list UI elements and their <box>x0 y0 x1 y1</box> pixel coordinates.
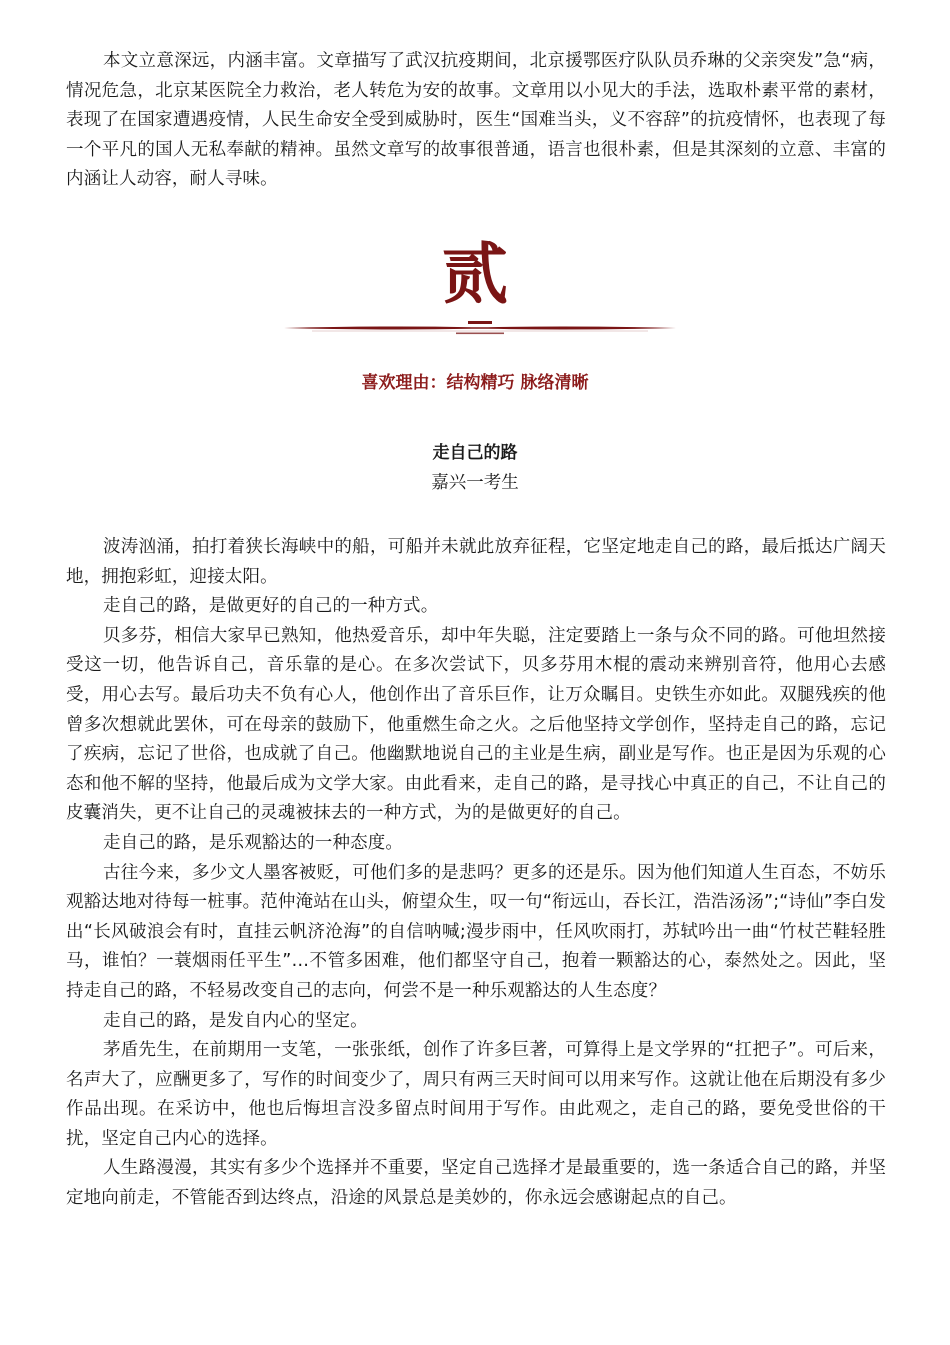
essay-body <box>66 533 886 1214</box>
section-numeral: 贰 <box>442 235 508 313</box>
essay-paragraph: 贝多芬，相信大家早已熟知，他热爱音乐，却中年失聪，注定要踏上一条与众不同的路。可他坦然接受这一切，他告诉自己，音乐靠的是心。在多次尝试下，贝多芬用木棍的震动来辨别音符，他用心去感受，用心去写。最后功夫不负有心人，他创作出了音乐巨作，让万众瞩目。史铁生亦如此。双腿残疾的他曾多次想就此罢休，可在母亲的鼓励下，他重燃生命之火。之后他坚持文学创作，坚持走自己的路，忘记了疾病，忘记了世俗，也成就了自己。他幽默地说自己的主业是生病，副业是写作。也正是因为乐观的心态和他不解的坚持，他最后成为文学大家。由此看来，走自己的路，是寻找心中真正的自己，不让自己的皮囊消失，更不让自己的灵魂被抹去的一种方式，为的是做更好的自己。 <box>66 625 886 824</box>
reason-heading: 喜欢理由：结构精巧 脉络清晰 <box>361 373 589 393</box>
intro-paragraph: 本文立意深远，内涵丰富。文章描写了武汉抗疫期间，北京援鄂医疗队队员乔琳的父亲突发”急“病，情况危急，北京某医院全力救治，老人转危为安的故事。文章用以小见大的手法，选取朴素平常的素材，表现了在国家遭遇疫情，人民生命安全受到威胁时，医生“国难当头，义不容辞”的抗疫情怀，也表现了每一个平凡的国人无私奉献的精神。虽然文章写的故事很普通，语言也很朴素，但是其深刻的立意、丰富的内涵让人动容，耐人寻味。 <box>66 51 886 190</box>
essay-paragraph: 走自己的路，是乐观豁达的一种态度。 <box>103 832 404 853</box>
ornamental-divider <box>282 318 678 338</box>
essay-paragraph: 古往今来，多少文人墨客被贬，可他们多的是悲吗？更多的还是乐。因为他们知道人生百态，不妨乐观豁达地对待每一桩事。范仲淹站在山头，俯望众生，叹一句“衔远山，吞长江，浩浩汤汤”;“诗仙”李白发出“长风破浪会有时，直挂云帆济沧海”的自信呐喊;漫步雨中，任风吹雨打，苏轼吟出一曲“竹杖芒鞋轻胜马，谁怕？一蓑烟雨任平生”…不管多困难，他们都坚守自己，抱着一颗豁达的心，泰然处之。因此，坚持走自己的路，不轻易改变自己的志向，何尝不是一种乐观豁达的人生态度？ <box>66 862 886 1001</box>
essay-author: 嘉兴一考生 <box>431 473 519 493</box>
essay-paragraph: 走自己的路，是发自内心的坚定。 <box>103 1010 368 1031</box>
essay-paragraph: 波涛汹涌，拍打着狭长海峡中的船，可船并未就此放弃征程，它坚定地走自己的路，最后抵达广阔天地，拥抱彩虹，迎接太阳。 <box>66 537 886 587</box>
essay-paragraph: 茅盾先生，在前期用一支笔，一张张纸，创作了许多巨著，可算得上是文学界的“扛把子”。可后来，名声大了，应酬更多了，写作的时间变少了，周只有两三天时间可以用来写作。这就让他在后期没有多少作品出现。在采访中，他也后悔坦言没多留点时间用于写作。由此观之，走自己的路，要免受世俗的干扰，坚定自己内心的选择。 <box>66 1040 886 1149</box>
essay-title: 走自己的路 <box>432 443 518 463</box>
essay-paragraph: 走自己的路，是做更好的自己的一种方式。 <box>103 596 439 617</box>
essay-paragraph: 人生路漫漫，其实有多少个选择并不重要，坚定自己选择才是最重要的，选一条适合自己的路，并坚定地向前走，不管能否到达终点，沿途的风景总是美妙的，你永远会感谢起点的自己。 <box>66 1158 886 1209</box>
